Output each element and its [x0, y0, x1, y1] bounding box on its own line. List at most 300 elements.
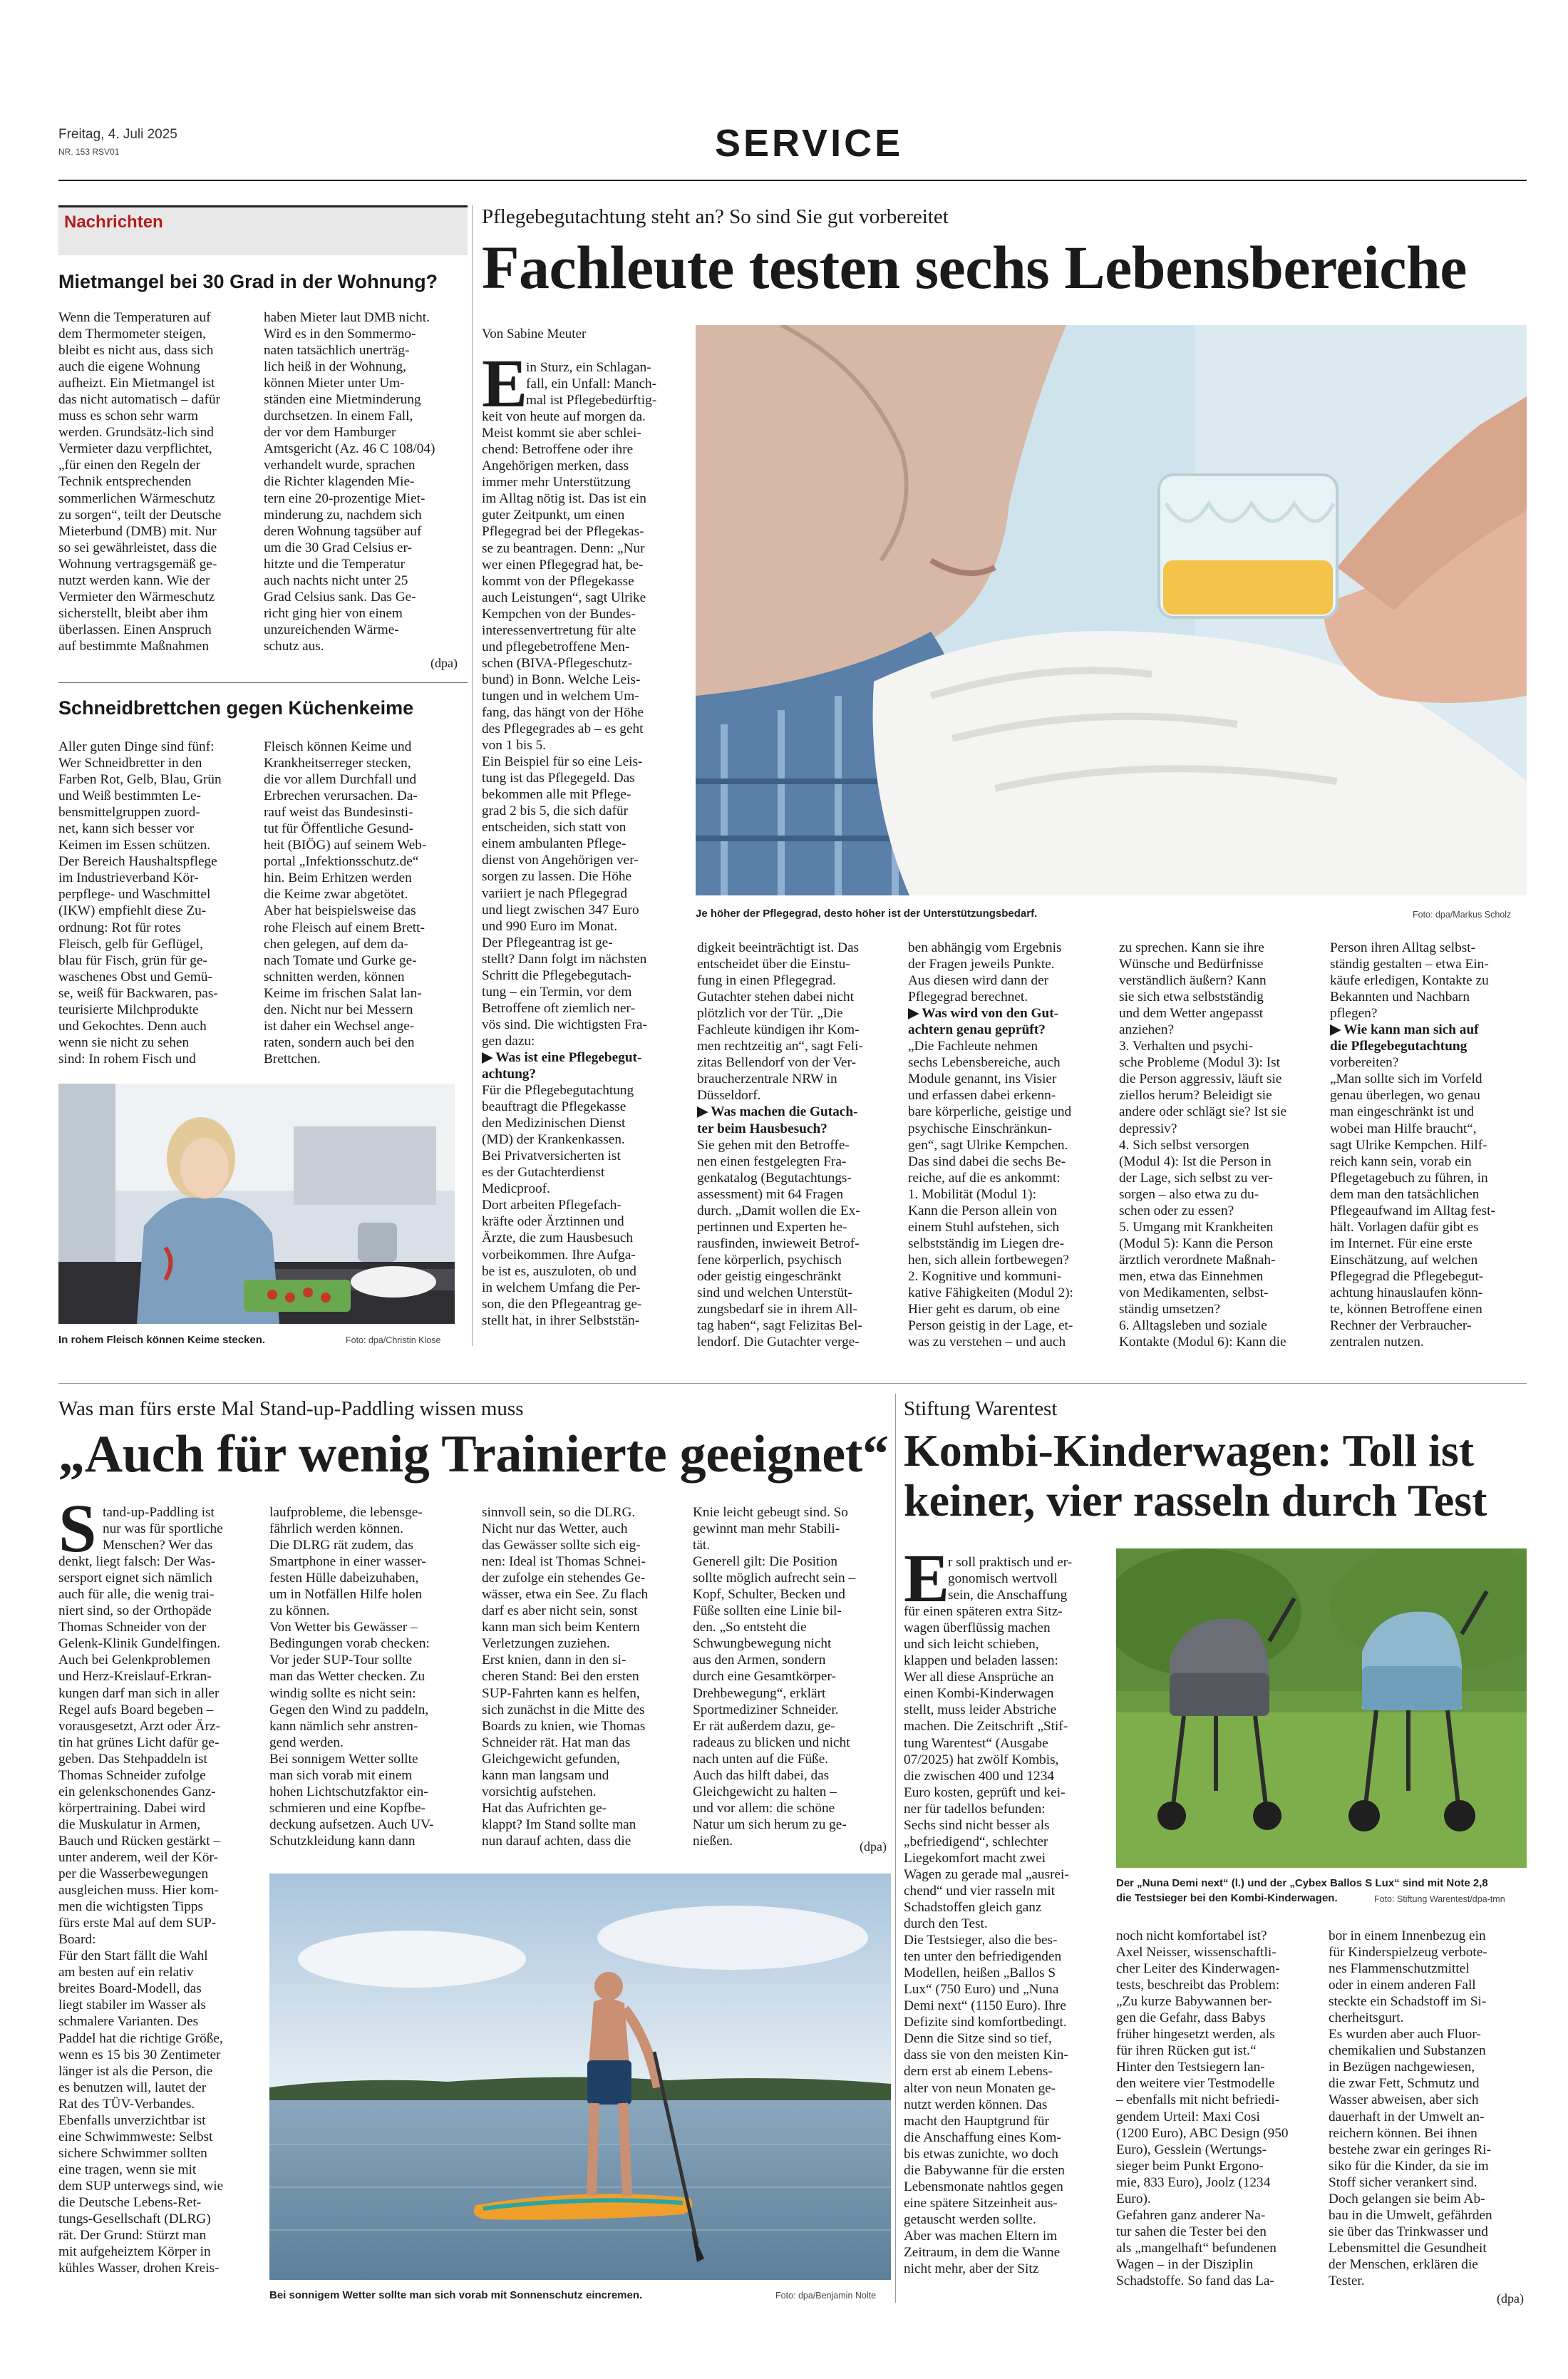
- text-line: denkt, liegt falsch: Der Was-: [58, 1554, 216, 1570]
- text-line: kommt von der Pflegekasse: [482, 573, 634, 589]
- text-line: käufe erledigen, Kontakte zu: [1330, 973, 1489, 989]
- text-line: ausgleichen muss. Hier kom-: [58, 1883, 219, 1898]
- text-line: den Medizinischen Dienst: [482, 1116, 626, 1131]
- text-line: Generell gilt: Die Position: [693, 1554, 837, 1570]
- text-line: vorausgesetzt, Arzt oder Ärz-: [58, 1718, 220, 1734]
- text-line: Sportmediziner Schneider.: [693, 1702, 839, 1717]
- text-line: (1200 Euro), ABC Design (950: [1116, 2125, 1289, 2141]
- text-line: unzureichenden Wärme-: [264, 622, 399, 637]
- text-line: der vor dem Hamburger: [264, 425, 396, 441]
- sup-dropcap: S: [58, 1490, 97, 1566]
- text-line: und erfassen dabei erkenn-: [908, 1088, 1056, 1104]
- text-line: mal ist Pflegebedürftig-: [526, 393, 657, 409]
- text-line: nach Tomate und Gurke ge-: [264, 952, 417, 968]
- text-line: „für einen den Regeln der: [58, 458, 201, 473]
- text-line: Doch gelangen sie beim Ab-: [1329, 2191, 1485, 2206]
- text-line: windig sollte es nicht sein:: [269, 1685, 416, 1701]
- text-line: nur was für sportliche: [103, 1521, 223, 1537]
- text-line: Knie leicht gebeugt sind. So: [693, 1505, 848, 1520]
- text-line: nen einen festgelegten Fra-: [697, 1153, 847, 1169]
- text-line: ▶ Wie kann man sich auf: [1330, 1022, 1479, 1038]
- text-line: genkatalog (Begutachtungs-: [697, 1170, 852, 1186]
- text-line: men die wichtigsten Tipps: [58, 1899, 203, 1915]
- text-line: festen Hülle dabeizuhaben,: [269, 1571, 419, 1586]
- text-line: sicherstellt, bleibt aber ihm: [58, 605, 208, 621]
- text-line: gen“, sagt Ulrike Kempchen.: [908, 1137, 1068, 1153]
- section-title: SERVICE: [715, 122, 904, 165]
- text-line: Technik entsprechenden: [58, 474, 192, 490]
- stroller-col1: [904, 1554, 1105, 2277]
- text-line: liegt stabiler im Wasser als: [58, 1998, 206, 2013]
- text-line: tag haben“, sagt Felizitas Bel-: [697, 1318, 862, 1334]
- text-line: Euro).: [1116, 2191, 1151, 2206]
- text-line: für Kinderspielzeug verbote-: [1329, 1945, 1487, 1961]
- text-line: Das sind dabei die sechs Be-: [908, 1153, 1066, 1169]
- care-col1: [482, 359, 684, 1329]
- text-line: chemikalien und Substanzen: [1329, 2043, 1486, 2059]
- text-line: tung Warentest“ (Ausgabe: [904, 1735, 1048, 1751]
- text-line: radeaus zu blicken und nicht: [693, 1735, 850, 1750]
- text-line: dem man den tatsächlichen: [1330, 1186, 1480, 1202]
- text-line: bau in die Umwelt, gefährden: [1329, 2207, 1492, 2223]
- text-line: richt ging hier von einem: [264, 605, 403, 621]
- text-line: achtung hinauslaufen könn-: [1330, 1285, 1483, 1300]
- text-line: nes Flammenschutzmittel: [1329, 1961, 1470, 1977]
- text-line: rät. Der Grund: Stürzt man: [58, 2228, 207, 2244]
- care-author: Von Sabine Meuter: [482, 327, 587, 341]
- text-line: anziehen?: [1119, 1022, 1175, 1038]
- text-line: darf es aber nicht sein, sonst: [482, 1603, 638, 1619]
- text-line: Verletzungen zuziehen.: [482, 1636, 610, 1652]
- text-line: Gegen den Wind zu paddeln,: [269, 1702, 429, 1717]
- text-line: durch den Test.: [904, 1916, 988, 1932]
- text-line: beauftragt die Pflegekasse: [482, 1099, 626, 1115]
- text-line: oder in einem anderen Fall: [1329, 1978, 1476, 1993]
- text-line: Bekannten und Nachbarn: [1330, 990, 1470, 1005]
- text-line: kative Fähigkeiten (Modul 2):: [908, 1285, 1073, 1300]
- text-line: und dem Wetter angepasst: [1119, 1006, 1264, 1022]
- text-line: und sich leicht schieben,: [904, 1637, 1039, 1653]
- text-line: Wünsche und Bedürfnisse: [1119, 957, 1264, 972]
- text-line: Natur um sich herum zu ge-: [693, 1817, 847, 1832]
- text-line: ben abhängig vom Ergebnis: [908, 940, 1062, 955]
- text-line: Wird es in den Sommermo-: [264, 327, 416, 342]
- text-line: Ebenfalls unverzichtbar ist: [58, 2112, 206, 2128]
- text-line: haben Mieter laut DMB nicht.: [264, 310, 430, 325]
- text-line: und 990 Euro im Monat.: [482, 918, 618, 934]
- text-line: grad 2 bis 5, die sich dafür: [482, 803, 629, 819]
- text-line: als „mangelhaft“ befundenen: [1116, 2240, 1276, 2256]
- text-line: (MD) der Krankenkassen.: [482, 1132, 625, 1148]
- text-line: Demi next“ (1150 Euro). Ihre: [904, 1998, 1066, 2014]
- text-line: gewinnt man mehr Stabili-: [693, 1521, 840, 1537]
- text-line: achtung?: [482, 1067, 537, 1082]
- text-line: sommerlichen Wärmeschutz: [58, 490, 215, 506]
- text-line: sinnvoll sein, so die DLRG.: [482, 1505, 636, 1520]
- text-line: chend“ und vier rasseln mit: [904, 1883, 1056, 1898]
- text-line: Von Wetter bis Gewässer –: [269, 1620, 418, 1635]
- text-line: „Die Fachleute nehmen: [908, 1039, 1038, 1054]
- text-line: wenn es 15 bis 30 Zentimeter: [58, 2047, 221, 2062]
- text-line: in Sturz, ein Schlagan-: [526, 360, 651, 375]
- text-line: hält. Vorlagen dafür gibt es: [1330, 1219, 1479, 1235]
- text-line: Wer all diese Ansprüche an: [904, 1670, 1054, 1685]
- text-line: der Lage, sich selbst zu ver-: [1119, 1170, 1273, 1186]
- text-line: für einen späteren extra Sitz-: [904, 1604, 1063, 1620]
- text-line: selbstständig im Liegen dre-: [908, 1235, 1065, 1251]
- text-line: Vermieter dazu verpflichtet,: [58, 441, 212, 457]
- text-line: assessment) mit 64 Fragen: [697, 1186, 844, 1202]
- text-line: nen: Ideal ist Thomas Schnei-: [482, 1554, 646, 1570]
- text-line: Boards zu knien, wie Thomas: [482, 1718, 646, 1734]
- text-line: se, weiß für Backwaren, pas-: [58, 985, 218, 1001]
- text-line: bestehe zwar ein geringes Ri-: [1329, 2142, 1492, 2157]
- header-issue: NR. 153 RSV01: [58, 147, 120, 157]
- text-line: gen dazu:: [482, 1033, 535, 1049]
- text-line: hen, sich allein fortbewegen?: [908, 1252, 1069, 1268]
- text-line: chen gelegen, auf dem da-: [264, 936, 408, 952]
- text-line: dern erst ab einem Lebens-: [904, 2064, 1053, 2080]
- text-line: dass sie von den meisten Kin-: [904, 2047, 1068, 2063]
- text-line: eine spätere Sitzeinheit aus-: [904, 2195, 1058, 2211]
- text-line: wenn sie nicht zu sehen: [58, 1034, 190, 1050]
- text-line: wobei man Hilfe braucht“,: [1330, 1121, 1477, 1136]
- text-line: hin. Beim Erhitzen werden: [264, 870, 412, 886]
- text-line: Mieterbund (DMB) mit. Nur: [58, 523, 217, 539]
- text-line: sollte möglich aufrecht sein –: [693, 1571, 856, 1586]
- text-line: machen. Die Zeitschrift „Stif-: [904, 1719, 1068, 1735]
- text-line: guter Zeitpunkt, um einen: [482, 508, 625, 523]
- text-line: Wagen – in der Disziplin: [1116, 2256, 1254, 2272]
- text-line: Hat das Aufrichten ge-: [482, 1800, 607, 1816]
- text-line: verständlich äußern? Kann: [1119, 973, 1267, 989]
- text-line: bor in einem Innenbezug ein: [1329, 1928, 1486, 1943]
- text-line: Wohnung vertragsgemäß ge-: [58, 556, 217, 572]
- text-line: der zufolge ein stehendes Ge-: [482, 1571, 646, 1586]
- text-line: vorsichtig aufstehen.: [482, 1784, 597, 1799]
- text-line: gen die Gefahr, dass Babys: [1116, 2010, 1266, 2026]
- text-line: für ihren Rücken gut ist.“: [1116, 2043, 1257, 2059]
- text-line: so sei gewährleistet, dass die: [58, 540, 217, 555]
- text-line: Krankheitserreger stecken,: [264, 756, 411, 771]
- text-line: ärztlich verordnete Maßnah-: [1119, 1252, 1276, 1268]
- text-line: minderung zu, nachdem sich: [264, 507, 422, 523]
- text-line: ter beim Hausbesuch?: [697, 1121, 827, 1136]
- text-line: niert sind, so der Orthopäde: [58, 1603, 212, 1619]
- text-line: dauerhaft in der Umwelt an-: [1329, 2109, 1485, 2124]
- text-line: per die Wasserbewegungen: [58, 1866, 209, 1882]
- kitchen-caption: In rohem Fleisch können Keime stecken.: [58, 1334, 266, 1346]
- text-line: alter von neun Monaten ge-: [904, 2080, 1056, 2096]
- text-line: zentralen nutzen.: [1330, 1335, 1424, 1350]
- text-line: werden. Grundsätz-lich sind: [58, 425, 214, 441]
- text-line: interessenvertretung für alte: [482, 622, 636, 638]
- stroller-tag: (dpa): [1497, 2291, 1524, 2306]
- text-line: sorgen zu lassen. Die Höhe: [482, 869, 632, 885]
- text-line: SUP-Fahrten kann es helfen,: [482, 1685, 640, 1701]
- text-line: se zu beantragen. Denn: „Nur: [482, 540, 645, 556]
- text-line: sechs Lebensbereiche, auch: [908, 1055, 1061, 1071]
- text-line: die Anschaffung eines Kom-: [904, 2129, 1061, 2145]
- text-line: ner für tadellos befunden:: [904, 1801, 1046, 1817]
- stroller-headline-line1: Kombi-Kinderwagen: Toll ist: [904, 1425, 1475, 1476]
- text-line: Euro), Gesslein (Wertungs-: [1116, 2142, 1267, 2157]
- text-line: die Babywanne für die ersten: [904, 2162, 1065, 2178]
- text-line: der Fragen jeweils Punkte.: [908, 957, 1055, 972]
- text-line: vös sind. Die wichtigsten Fra-: [482, 1017, 647, 1032]
- text-line: den. „So entsteht die: [693, 1620, 807, 1635]
- text-line: Ärzte, die zum Hausbesuch: [482, 1230, 634, 1246]
- text-line: fall, ein Unfall: Manch-: [526, 376, 657, 392]
- care-kicker: Pflegebegutachtung steht an? So sind Sie gut vorbereitet: [482, 205, 949, 228]
- text-line: mie, 833 Euro), Joolz (1234: [1116, 2174, 1271, 2190]
- text-line: stellt hat, in ihrer Selbststän-: [482, 1312, 640, 1328]
- text-line: Stoff sicher verankert sind.: [1329, 2174, 1477, 2190]
- text-line: können Mieter unter Um-: [264, 376, 405, 391]
- text-line: Füße sollten eine Linie bil-: [693, 1603, 842, 1619]
- text-line: Die DLRG rät zudem, das: [269, 1538, 413, 1553]
- text-line: und Herz-Kreislauf-Erkran-: [58, 1669, 212, 1685]
- care-col2: [697, 940, 898, 1350]
- text-line: Fleisch, gelb für Geflügel,: [58, 936, 203, 952]
- text-line: zu sorgen“, teilt der Deutsche: [58, 507, 222, 523]
- text-line: men rechtzeitig an“, sagt Feli-: [697, 1039, 863, 1054]
- text-line: heit (BIÖG) auf seinem Web-: [264, 838, 427, 853]
- text-line: Aus diesen wird dann der: [908, 973, 1049, 989]
- text-line: waschenes Obst und Gemü-: [58, 969, 212, 985]
- care-headline: Fachleute testen sechs Lebensbereiche: [482, 233, 1467, 302]
- text-line: te, können Betroffene einen: [1330, 1302, 1482, 1317]
- text-line: stellt? Dann folgt im nächsten: [482, 951, 647, 967]
- text-line: entscheidet über die Einstu-: [697, 957, 850, 972]
- text-line: nutzt werden können. Das: [904, 2097, 1048, 2112]
- text-line: und liegt zwischen 347 Euro: [482, 902, 639, 918]
- text-line: länger ist als die Person, die: [58, 2063, 213, 2079]
- text-line: Regel aufs Board begeben –: [58, 1702, 214, 1717]
- text-line: Gleichgewicht gefunden,: [482, 1751, 620, 1767]
- text-line: fung in einen Pflegegrad.: [697, 973, 836, 989]
- text-line: Board:: [58, 1932, 96, 1948]
- text-line: die vor allem Durchfall und: [264, 772, 417, 788]
- text-line: hitzte und die Temperatur: [264, 556, 405, 572]
- text-line: Angehörigen merken, dass: [482, 458, 629, 474]
- text-line: Der Bereich Haushaltspflege: [58, 854, 217, 870]
- text-line: klappen und beladen lassen:: [904, 1653, 1058, 1669]
- text-line: sersport eignet sich nämlich: [58, 1571, 212, 1586]
- text-line: die Deutsche Lebens-Ret-: [58, 2194, 202, 2210]
- text-line: Person ihren Alltag selbst-: [1330, 940, 1476, 955]
- sup-kicker: Was man fürs erste Mal Stand-up-Paddling wissen muss: [58, 1397, 524, 1420]
- text-line: r soll praktisch und er-: [948, 1555, 1073, 1570]
- text-line: tät.: [693, 1538, 711, 1553]
- text-line: nach unten auf die Füße.: [693, 1751, 829, 1767]
- text-line: es der Gutachterdienst: [482, 1165, 605, 1181]
- text-line: raten, sondern auch bei den: [264, 1034, 415, 1050]
- text-line: entscheiden, sich statt von: [482, 820, 626, 836]
- text-line: men, etwa das Einnehmen: [1119, 1268, 1264, 1284]
- text-line: Meist kommt sie aber schlei-: [482, 426, 641, 441]
- text-line: tungs-Gesellschaft (DLRG): [58, 2211, 211, 2227]
- text-line: depressiv?: [1119, 1121, 1177, 1136]
- text-line: 2. Kognitive und kommuni-: [908, 1268, 1062, 1284]
- text-line: Bedingungen vorab checken:: [269, 1636, 430, 1652]
- text-line: Gefahren ganz anderer Na-: [1116, 2207, 1266, 2223]
- text-line: braucherzentrale NRW in: [697, 1072, 837, 1087]
- text-line: teurisierte Milchprodukte: [58, 1002, 199, 1017]
- text-line: Kann die Person allein von: [908, 1203, 1057, 1218]
- text-line: noch nicht komfortabel ist?: [1116, 1928, 1267, 1943]
- text-line: ein gelenkschonendes Ganz-: [58, 1784, 216, 1799]
- text-line: sie sich etwa selbstständig: [1119, 990, 1264, 1005]
- text-line: Farben Rot, Gelb, Blau, Grün: [58, 772, 222, 788]
- stroller-caption-line1: Der „Nuna Demi next“ (l.) und der „Cybex Ballos S Lux“ sind mit Note 2,8: [1116, 1877, 1488, 1889]
- text-line: Aber was machen Eltern im: [904, 2228, 1058, 2244]
- text-line: Nicht nur das Wetter, auch: [482, 1521, 628, 1537]
- text-line: (IKW) empfiehlt diese Zu-: [58, 903, 207, 919]
- text-line: Modellen, heißen „Ballos S: [904, 1966, 1056, 1981]
- text-line: durchsetzen. In einem Fall,: [264, 409, 413, 424]
- text-line: die Richter klagenden Mie-: [264, 474, 415, 490]
- text-line: in welchem Umfang die Per-: [482, 1280, 641, 1295]
- text-line: psychische Einschränkun-: [908, 1121, 1052, 1136]
- text-line: die Keime zwar abgetötet.: [264, 887, 408, 903]
- text-line: 3. Verhalten und psychi-: [1119, 1039, 1254, 1054]
- column-divider-left: [472, 205, 473, 1346]
- text-line: Einschätzung, auf welchen: [1330, 1252, 1478, 1268]
- sup-credit: Foto: dpa/Benjamin Nolte: [775, 2291, 877, 2301]
- text-line: Der Pflegeantrag ist ge-: [482, 935, 613, 950]
- text-line: fürs erste Mal auf dem SUP-: [58, 1916, 217, 1931]
- text-line: sie über das Trinkwasser und: [1329, 2224, 1488, 2239]
- text-line: die zwar Fett, Schmutz und: [1329, 2076, 1480, 2092]
- text-line: reich kann sein, vorab ein: [1330, 1153, 1472, 1169]
- text-line: schmieren und eine Kopfbe-: [269, 1800, 425, 1816]
- text-line: nicht mehr, aber der Sitz: [904, 2261, 1039, 2277]
- text-line: cherheitsgurt.: [1329, 2010, 1404, 2026]
- text-line: Wenn die Temperaturen auf: [58, 310, 211, 325]
- news-divider: [58, 682, 468, 683]
- text-line: Bei Privatversicherten ist: [482, 1149, 621, 1164]
- text-line: Brettchen.: [264, 1051, 321, 1067]
- text-line: cheren Stand: Bei den ersten: [482, 1669, 639, 1685]
- sup-headline: „Auch für wenig Trainierte geeignet“: [58, 1425, 889, 1484]
- text-line: Vermieter den Wärmeschutz: [58, 589, 215, 605]
- text-line: Dort arbeiten Pflegefach-: [482, 1198, 621, 1213]
- text-line: ▶ Was machen die Gutach-: [697, 1104, 858, 1120]
- text-line: bis etwas zunichte, wo doch: [904, 2146, 1058, 2162]
- text-line: Bei sonnigem Wetter sollte: [269, 1751, 418, 1767]
- text-line: muss es schon sehr warm: [58, 409, 198, 424]
- text-line: dem SUP unterwegs sind, wie: [58, 2178, 224, 2194]
- text-line: reiche, auf die es ankommt:: [908, 1170, 1061, 1186]
- text-line: zu können.: [269, 1603, 330, 1619]
- sup-col4: [693, 1504, 889, 1849]
- text-line: und Gekochtes. Denn auch: [58, 1018, 207, 1034]
- text-line: tungen und in welchem Um-: [482, 688, 639, 704]
- text-line: dienst von Angehörigen ver-: [482, 853, 639, 868]
- text-line: 1. Mobilität (Modul 1):: [908, 1186, 1036, 1202]
- text-line: 6. Alltagsleben und soziale: [1119, 1318, 1267, 1334]
- text-line: durch. „Damit wollen die Ex-: [697, 1203, 860, 1218]
- text-line: zungsbedarf sie in ihrem All-: [697, 1302, 857, 1317]
- text-line: kühles Wasser, drohen Kreis-: [58, 2261, 220, 2276]
- text-line: 5. Umgang mit Krankheiten: [1119, 1219, 1274, 1235]
- text-line: Lebensmonate nahtlos gegen: [904, 2179, 1063, 2194]
- text-line: man sich vorab mit einem: [269, 1767, 413, 1783]
- text-line: auch die eigene Wohnung: [58, 359, 200, 375]
- text-line: deren Wohnung tagsüber auf: [264, 523, 422, 539]
- text-line: Kontakte (Modul 6): Kann die: [1119, 1335, 1286, 1350]
- text-line: 07/2025) hat zwölf Kombis,: [904, 1752, 1059, 1767]
- column-divider-right: [895, 1394, 896, 2303]
- text-line: pflegen?: [1330, 1006, 1378, 1022]
- text-line: kräfte oder Ärztinnen und: [482, 1214, 624, 1230]
- text-line: was zu verstehen – und auch: [908, 1335, 1066, 1350]
- text-line: net, kann sich besser vor: [58, 821, 195, 837]
- text-line: cher Leiter des Kinderwagen-: [1116, 1961, 1280, 1977]
- text-line: Thomas Schneider von der: [58, 1620, 207, 1635]
- text-line: bund) in Bonn. Welche Leis-: [482, 672, 641, 687]
- stroller-headline-line2: keiner, vier rasseln durch Test: [904, 1475, 1487, 1526]
- text-line: Pflegegrad berechnet.: [908, 990, 1028, 1005]
- text-line: Wagen zu gerade mal „ausrei-: [904, 1866, 1069, 1882]
- text-line: Es wurden aber auch Fluor-: [1329, 2027, 1481, 2043]
- text-line: Schadstoffen gleich ganz: [904, 1899, 1042, 1915]
- text-line: eine tragen, wenn sie mit: [58, 2162, 197, 2177]
- text-line: sich zunächst in die Mitte des: [482, 1702, 645, 1717]
- text-line: rohe Fleisch auf einem Brett-: [264, 920, 425, 935]
- text-line: man das Wetter checken. Zu: [269, 1669, 425, 1685]
- text-line: genau überlegen, wo genau: [1330, 1088, 1480, 1104]
- text-line: am besten auf ein relativ: [58, 1965, 194, 1980]
- text-line: auch für alle, die wenig trai-: [58, 1587, 215, 1603]
- text-line: digkeit beeinträchtigt ist. Das: [697, 940, 860, 955]
- text-line: rausfinden, inwieweit Betrof-: [697, 1235, 860, 1251]
- care-col4: [1119, 940, 1320, 1350]
- text-line: wagen überflüssig machen: [904, 1620, 1051, 1636]
- news-headline-1: Mietmangel bei 30 Grad in der Wohnung?: [58, 271, 438, 292]
- care-credit: Foto: dpa/Markus Scholz: [1413, 910, 1512, 920]
- text-line: Module genannt, ins Visier: [908, 1072, 1057, 1087]
- text-line: die zwischen 400 und 1234: [904, 1768, 1054, 1784]
- text-line: man eingeschränkt ist und: [1330, 1104, 1474, 1120]
- text-line: – ebenfalls mit nicht befriedi-: [1116, 2092, 1280, 2108]
- text-line: Die Testsieger, also die bes-: [904, 1933, 1058, 1948]
- text-line: früher hingesetzt werden, als: [1116, 2027, 1275, 2043]
- text-line: der Menschen, erklären die: [1329, 2256, 1478, 2272]
- text-line: stellt, muss leider Abstriche: [904, 1702, 1057, 1718]
- care-dropcap: E: [482, 345, 528, 421]
- text-line: durch eine Gesamtkörper-: [693, 1669, 836, 1685]
- text-line: Drehbewegung“, erklärt: [693, 1685, 826, 1701]
- text-line: sche Probleme (Modul 3): Ist: [1119, 1055, 1280, 1071]
- news-item1-tag: (dpa): [430, 656, 458, 670]
- text-line: klappt? Im Stand sollte man: [482, 1817, 636, 1832]
- text-line: tests, beschreibt das Problem:: [1116, 1978, 1280, 1993]
- text-line: Betroffene oft ziemlich ner-: [482, 1000, 636, 1016]
- text-line: (Modul 5): Kann die Person: [1119, 1235, 1274, 1251]
- text-line: Für die Pflegebegutachtung: [482, 1083, 634, 1099]
- stroller-credit: Foto: Stiftung Warentest/dpa-tmn: [1374, 1894, 1505, 1904]
- text-line: steckte ein Schadstoff im Si-: [1329, 1994, 1487, 2010]
- text-line: ständig umsetzen?: [1119, 1302, 1220, 1317]
- text-line: nun darauf achten, dass die: [482, 1833, 631, 1849]
- text-line: Amtsgericht (Az. 46 C 108/04): [264, 441, 435, 457]
- header-rule: [58, 180, 1527, 181]
- text-line: zitas Bellendorf von der Ver-: [697, 1055, 857, 1071]
- text-line: eine Schwimmweste: Selbst: [58, 2129, 213, 2144]
- text-line: Medicproof.: [482, 1181, 550, 1197]
